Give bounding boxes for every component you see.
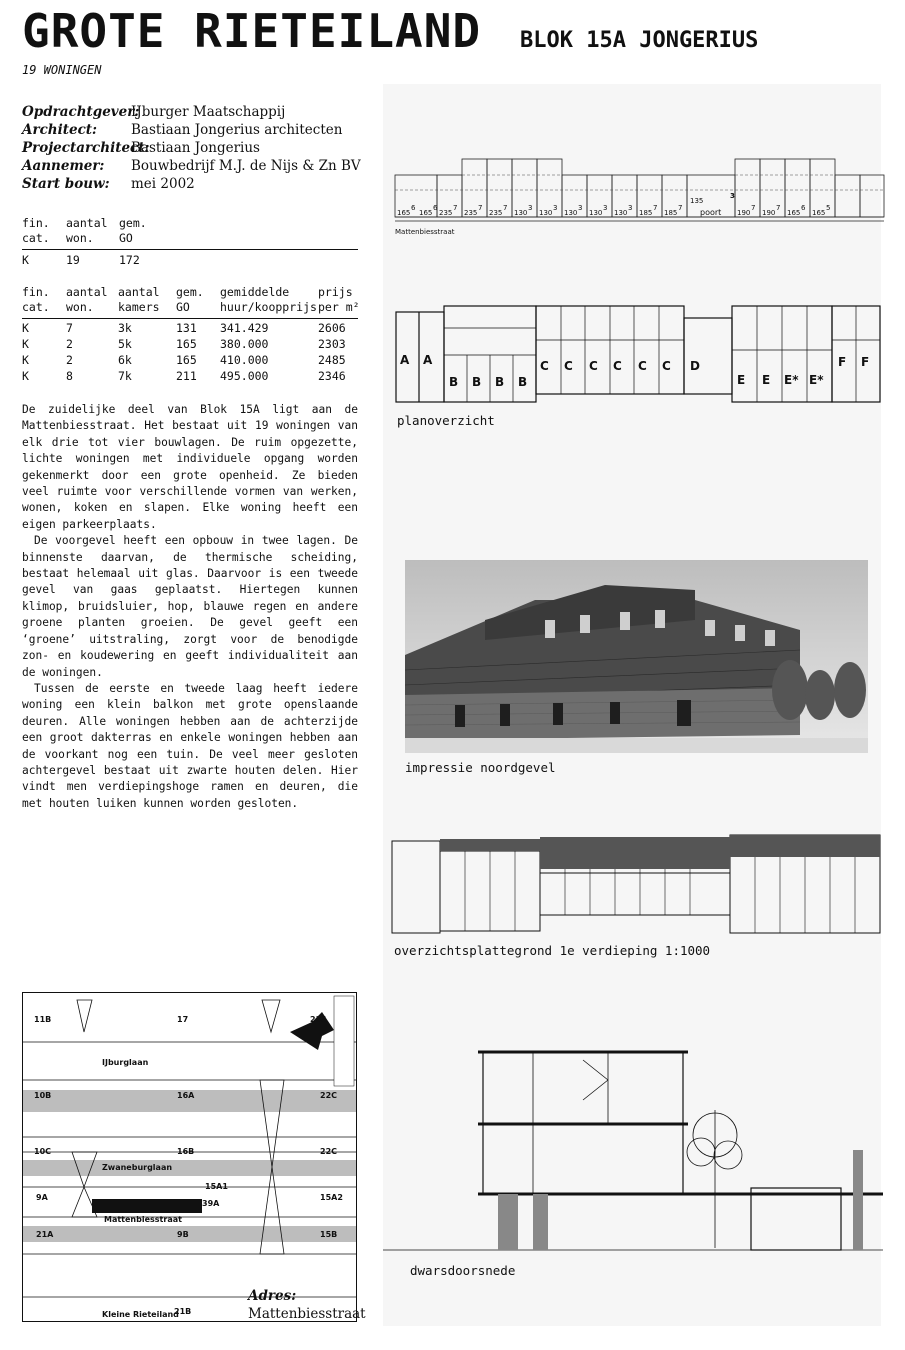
unit-floors: 7	[503, 204, 508, 212]
table-header: kamers	[118, 300, 160, 314]
unit-width: 165	[419, 209, 433, 217]
table-header: gem.	[119, 216, 147, 230]
plan-unit-label: B	[518, 375, 528, 389]
map-street-label: Zwaneburglaan	[102, 1163, 173, 1172]
plan-unit-label: F	[861, 355, 870, 369]
table-header: cat.	[22, 231, 50, 245]
table-cell: 7	[66, 321, 73, 335]
map-street-label: Mattenbiesstraat	[104, 1215, 182, 1224]
map-block-label: 15B	[320, 1230, 338, 1239]
unit-floors: 7	[776, 204, 781, 212]
upper-width: 135	[690, 197, 704, 205]
unit-width: 190	[762, 209, 776, 217]
table-cell: 7k	[118, 369, 132, 383]
plan-unit-label: E*	[784, 373, 799, 387]
table-cell: 380.000	[220, 337, 269, 351]
table-cell: K	[22, 353, 29, 367]
table-header: huur/koopprijs	[220, 300, 317, 314]
map-block-label: 22C	[320, 1147, 338, 1156]
paragraph: De voorgevel heeft een opbouw in twee lagen. De binnenste daarvan, de thermische scheiding, bestaat helemaal uit glas. Daarvoor is een tweede gevel van gaas geplaatst. Hiertegen kunnen klimop, bruidsluier, hop, blauwe regen en andere groene planten groeien. De gevel geeft een ‘groene’ uitstraling, zorgt voor de benodigde zon- en koudewering en geeft individualiteit aan de woningen.	[22, 534, 358, 679]
unit-floors: 3	[553, 204, 558, 212]
table-cell: K	[22, 253, 29, 267]
unit-width: 165	[397, 209, 411, 217]
detail-table	[22, 285, 358, 390]
map-block-label: 9B	[177, 1230, 189, 1239]
map-block-label: 17	[177, 1015, 189, 1024]
paragraph: De zuidelijke deel van Blok 15A ligt aan de Mattenbiesstraat. Het bestaat uit 19 woningen van elk drie tot vier bouwlagen. De ruim opgezette, lichte woningen met individuele opgang worden gekenmerkt door een grote openheid. Ze bieden veel ruimte voor verschillende vormen van werken, wonen, koken en slapen. Elke woning heeft een eigen parkeerplaats.	[22, 403, 358, 531]
table-header: won.	[66, 300, 94, 314]
cross-section	[383, 1040, 883, 1270]
unit-width: 235	[439, 209, 453, 217]
table-header: gem.	[176, 285, 204, 299]
unit-floors: 3	[628, 204, 633, 212]
table-header: aantal	[118, 285, 160, 299]
unit-floors: 6	[433, 204, 438, 212]
unit-floors: 6	[801, 204, 806, 212]
table-cell: 410.000	[220, 353, 269, 367]
plan-unit-label: E	[737, 373, 746, 387]
plan-unit-label: B	[472, 375, 482, 389]
unit-width: 165	[812, 209, 826, 217]
unit-floors: 3	[603, 204, 608, 212]
table-cell: 131	[176, 321, 197, 335]
unit-floors: 7	[653, 204, 658, 212]
gate-label: poort	[700, 208, 722, 217]
map-block-label: 16A	[177, 1091, 195, 1100]
map-block-label: 10B	[34, 1091, 52, 1100]
plan-unit-label: B	[495, 375, 505, 389]
table-cell: 2303	[318, 337, 346, 351]
plan-unit-label: C	[613, 359, 622, 373]
table-cell: 2346	[318, 369, 346, 383]
info-value: mei 2002	[131, 176, 195, 192]
table-cell: K	[22, 369, 29, 383]
table-header: gemiddelde	[220, 285, 290, 299]
first-floor-plan	[390, 833, 882, 938]
plan-unit-label: C	[540, 359, 549, 373]
unit-width: 185	[639, 209, 653, 217]
plan-unit-label: A	[423, 353, 433, 367]
unit-floors: 7	[751, 204, 756, 212]
upper-floor: 3	[730, 192, 735, 200]
unit-floors: 3	[528, 204, 533, 212]
unit-width: 185	[664, 209, 678, 217]
plan-unit-label: C	[564, 359, 573, 373]
plan-caption: planoverzicht	[397, 413, 495, 428]
map-block-label: 11B	[34, 1015, 52, 1024]
unit-width: 130	[564, 209, 578, 217]
info-key: Projectarchitect:	[22, 140, 150, 156]
map-block-label: 16B	[177, 1147, 195, 1156]
table-cell: 172	[119, 253, 140, 267]
plan-unit-label: B	[449, 375, 459, 389]
north-facade-photo	[405, 560, 868, 753]
table-rule	[22, 249, 358, 250]
summary-table	[22, 216, 358, 272]
table-cell: 165	[176, 353, 197, 367]
table-header: prijs	[318, 285, 353, 299]
page-title: GROTE RIETEILAND	[22, 4, 482, 58]
map-block-label: 39A	[202, 1199, 220, 1208]
unit-width: 130	[589, 209, 603, 217]
map-block-label: 23A	[310, 1015, 328, 1024]
floorplan-caption: overzichtsplattegrond 1e verdieping 1:1000	[394, 943, 711, 958]
street-elevation	[392, 155, 887, 235]
table-cell: 8	[66, 369, 73, 383]
info-value: IJburger Maatschappij	[131, 104, 286, 120]
map-block-label: 21A	[36, 1230, 54, 1239]
unit-width: 235	[464, 209, 478, 217]
table-header: fin.	[22, 285, 50, 299]
address-value: Mattenbiesstraat	[248, 1306, 366, 1322]
table-cell: 341.429	[220, 321, 269, 335]
info-key: Aannemer:	[22, 158, 105, 174]
unit-floors: 7	[478, 204, 483, 212]
table-cell: 2606	[318, 321, 346, 335]
unit-floors: 7	[453, 204, 458, 212]
table-cell: 211	[176, 369, 197, 383]
unit-width: 130	[614, 209, 628, 217]
plan-overview	[392, 300, 887, 410]
plan-unit-label: F	[838, 355, 847, 369]
info-value: Bastiaan Jongerius architecten	[131, 122, 343, 138]
plan-unit-label: E	[762, 373, 771, 387]
unit-width: 165	[787, 209, 801, 217]
table-header: aantal	[66, 216, 108, 230]
table-header: GO	[176, 300, 190, 314]
map-block-label: 22C	[320, 1091, 338, 1100]
info-key: Start bouw:	[22, 176, 110, 192]
plan-unit-label: C	[638, 359, 647, 373]
plan-unit-label: C	[589, 359, 598, 373]
info-value: Bouwbedrijf M.J. de Nijs & Zn BV	[131, 158, 361, 174]
table-header: GO	[119, 231, 133, 245]
info-key: Opdrachtgever:	[22, 104, 140, 120]
table-header: cat.	[22, 300, 50, 314]
table-cell: 2	[66, 337, 73, 351]
table-header: per m²	[318, 300, 360, 314]
section-caption: dwarsdoorsnede	[410, 1263, 516, 1278]
table-rule	[22, 318, 358, 319]
table-cell: 5k	[118, 337, 132, 351]
table-header: won.	[66, 231, 94, 245]
table-cell: 6k	[118, 353, 132, 367]
map-block-label: 10C	[34, 1147, 52, 1156]
page-subtitle: BLOK 15A JONGERIUS	[520, 28, 759, 53]
unit-floors: 6	[411, 204, 416, 212]
table-cell: 165	[176, 337, 197, 351]
table-cell: 19	[66, 253, 80, 267]
unit-count: 19 WONINGEN	[22, 63, 102, 77]
plan-unit-label: E*	[809, 373, 824, 387]
table-cell: 2	[66, 353, 73, 367]
paragraph: Tussen de eerste en tweede laag heeft iedere woning een klein balkon met grote openslaande deuren. Alle woningen hebben aan de achterzijde een groot dakterras en enkele woningen hebben aan de voorkant nog een tuin. De veel meer gesloten achtergevel bestaat uit zwarte houten delen. Hier vindt men verdiepingshoge ramen en deuren, die met houten luiken kunnen worden gesloten.	[22, 681, 358, 810]
location-map	[22, 992, 357, 1322]
table-cell: 3k	[118, 321, 132, 335]
table-cell: 495.000	[220, 369, 269, 383]
unit-width: 130	[514, 209, 528, 217]
map-block-label: 15A2	[320, 1193, 343, 1202]
map-street-label: Kleine Rieteiland	[102, 1310, 179, 1319]
plan-unit-label: D	[690, 359, 700, 373]
unit-width: 130	[539, 209, 553, 217]
unit-floors: 3	[578, 204, 583, 212]
info-value: Bastiaan Jongerius	[131, 140, 260, 156]
unit-width: 235	[489, 209, 503, 217]
description-text	[22, 402, 358, 812]
table-header: aantal	[66, 285, 108, 299]
address-label: Adres:	[248, 1288, 297, 1304]
unit-floors: 5	[826, 204, 831, 212]
photo-caption: impressie noordgevel	[405, 760, 556, 775]
address-block	[248, 1287, 366, 1323]
unit-width: 190	[737, 209, 751, 217]
unit-floors: 7	[678, 204, 683, 212]
table-header: fin.	[22, 216, 50, 230]
plan-unit-label: A	[400, 353, 410, 367]
table-cell: 2485	[318, 353, 346, 367]
plan-unit-label: C	[662, 359, 671, 373]
map-block-label: 9A	[36, 1193, 48, 1202]
table-cell: K	[22, 321, 29, 335]
table-cell: K	[22, 337, 29, 351]
info-key: Architect:	[22, 122, 98, 138]
map-street-label: IJburglaan	[102, 1058, 149, 1067]
map-block-label: 15A1	[205, 1182, 228, 1191]
street-label: Mattenbiesstraat	[395, 228, 455, 235]
map-block-label: 21B	[174, 1307, 192, 1316]
